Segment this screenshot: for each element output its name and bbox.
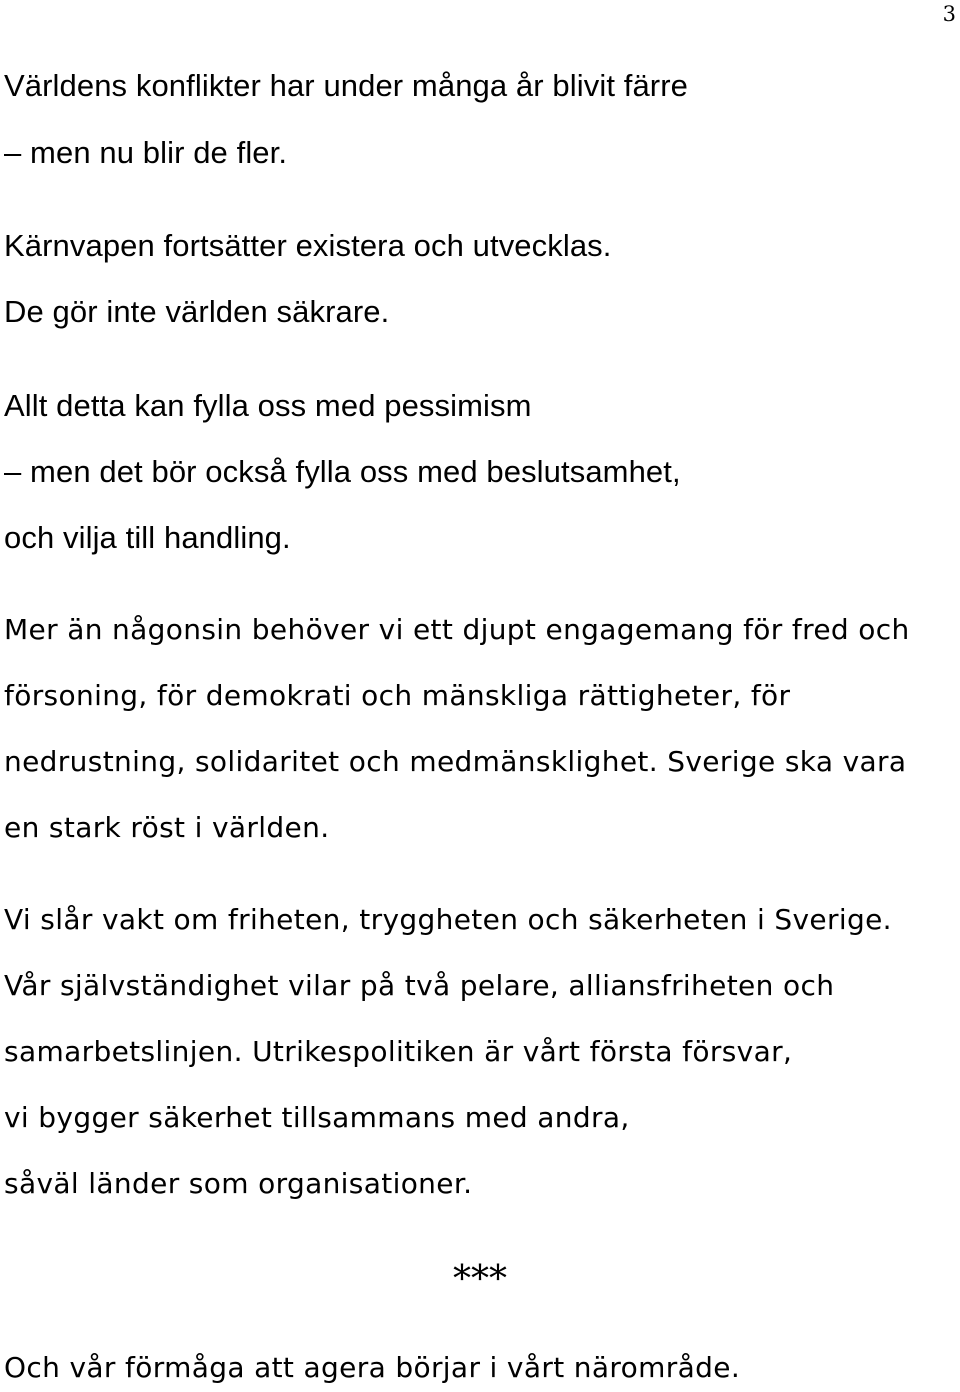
- closing-line: Och vår förmåga att agera börjar i vårt närområde.: [4, 1351, 741, 1384]
- text-line: en stark röst i världen.: [4, 811, 330, 844]
- text-line: Vår självständighet vilar på två pelare, alliansfriheten och: [4, 969, 835, 1002]
- text-line: Världens konflikter har under många år blivit färre: [4, 68, 688, 103]
- text-line: nedrustning, solidaritet och medmänsklighet. Sverige ska vara: [4, 745, 907, 778]
- text-line: vi bygger säkerhet tillsammans med andra,: [4, 1101, 630, 1134]
- text-line: Allt detta kan fylla oss med pessimism: [4, 388, 532, 423]
- text-line: försoning, för demokrati och mänskliga rättigheter, för: [4, 679, 791, 712]
- text-line: – men det bör också fylla oss med beslutsamhet,: [4, 454, 681, 489]
- page-number: 3: [942, 2, 956, 26]
- text-line: De gör inte världen säkrare.: [4, 294, 390, 329]
- text-line: samarbetslinjen. Utrikespolitiken är vårt första försvar,: [4, 1035, 793, 1068]
- section-separator: ***: [453, 1259, 507, 1300]
- text-line: och vilja till handling.: [4, 520, 291, 555]
- text-line: Mer än någonsin behöver vi ett djupt engagemang för fred och: [4, 613, 910, 646]
- text-line: – men nu blir de fler.: [4, 135, 288, 170]
- text-line: Kärnvapen fortsätter existera och utvecklas.: [4, 228, 612, 263]
- text-line: såväl länder som organisationer.: [4, 1167, 473, 1200]
- text-line: Vi slår vakt om friheten, tryggheten och säkerheten i Sverige.: [4, 903, 892, 936]
